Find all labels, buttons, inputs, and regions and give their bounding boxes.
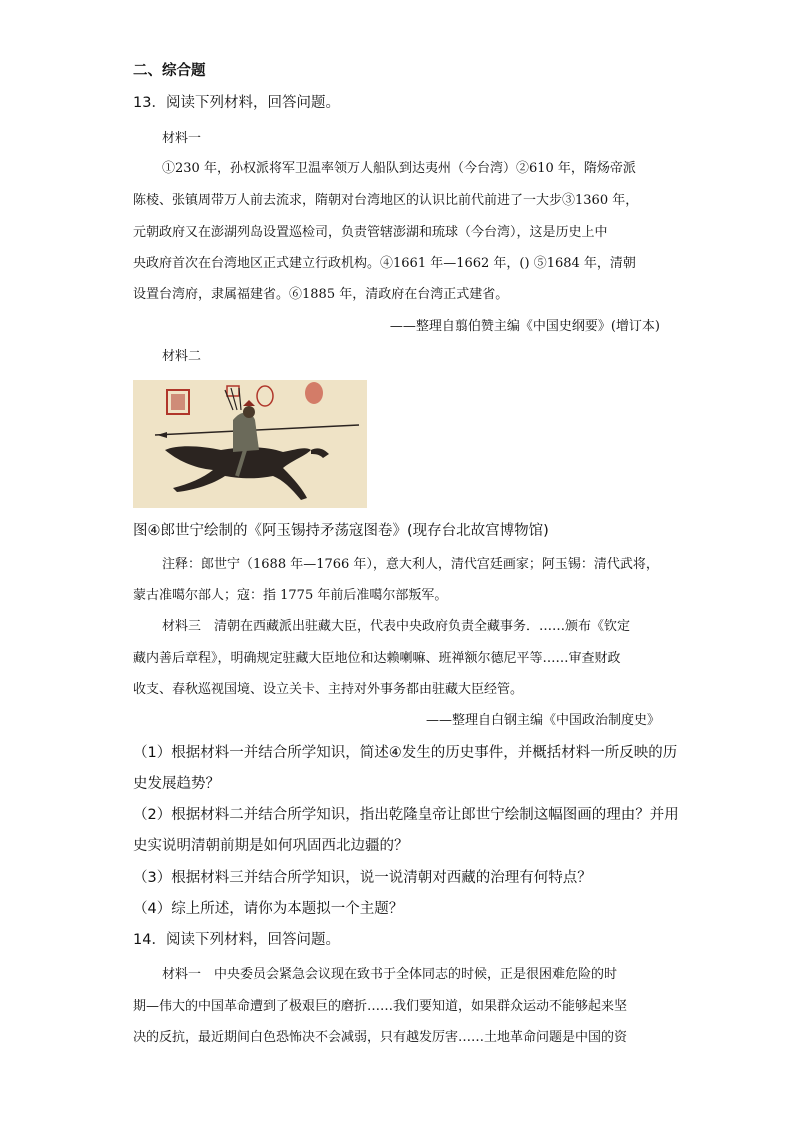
q13-material1-label: 材料一 <box>162 131 202 146</box>
q13-material1-line: 元朝政府又在澎湖列岛设置巡检司，负责管辖澎湖和琉球（今台湾），这是历史上中 <box>133 225 608 240</box>
section-title: 二、综合题 <box>133 63 206 79</box>
q14-material1-line: 材料一 中央委员会紧急会议现在致书于全体同志的时候，正是很困难危险的时 <box>162 967 618 982</box>
q13-note-line: 蒙古准噶尔部人；寇：指 1775 年前后准噶尔部叛军。 <box>133 588 448 603</box>
q13-material3-line: 材料三 清朝在西藏派出驻藏大臣，代表中央政府负责全藏事务．……颁布《钦定 <box>162 619 631 634</box>
q13-question: （3）根据材料三并结合所学知识，说一说清朝对西藏的治理有何特点？ <box>133 870 592 886</box>
figure-caption: 图④郎世宁绘制的《阿玉锡持矛荡寇图卷》(现存台北故宫博物馆) <box>133 523 549 539</box>
q13-material1-line: 陈棱、张镇周带万人前去流求，隋朝对台湾地区的认识比前代前进了一大步③1360 年， <box>133 193 639 208</box>
q13-material3-line: 收支、春秋巡视国境、设立关卡、主持对外事务都由驻藏大臣经管。 <box>133 682 524 697</box>
horseman-painting <box>133 380 367 508</box>
q13-note-line: 注释：郎世宁（1688 年—1766 年），意大利人，清代宫廷画家；阿玉锡：清代武将， <box>162 557 659 572</box>
q13-question: 史实说明清朝前期是如何巩固西北边疆的？ <box>133 838 409 854</box>
horseman-painting-svg <box>133 380 367 508</box>
q13-question: 史发展趋势？ <box>133 776 220 792</box>
q13-question: （2）根据材料二并结合所学知识，指出乾隆皇帝让郎世宁绘制这幅图画的理由？并用 <box>133 807 679 823</box>
q14-prompt: 14．阅读下列材料，回答问题。 <box>133 932 340 948</box>
q13-material1-line: 央政府首次在台湾地区正式建立行政机构。④1661 年—1662 年，() ⑤1684 年，清朝 <box>133 256 636 271</box>
q13-material2-label: 材料二 <box>162 349 202 364</box>
q13-prompt: 13．阅读下列材料，回答问题。 <box>133 95 340 111</box>
q14-material1-line: 决的反抗，最近期间白色恐怖决不会减弱，只有越发厉害……土地革命问题是中国的资 <box>133 1030 628 1045</box>
q14-material1-line: 期—伟大的中国革命遭到了极艰巨的磨折……我们要知道，如果群众运动不能够起来坚 <box>133 999 628 1014</box>
q13-material1-line: 设置台湾府，隶属福建省。⑥1885 年，清政府在台湾正式建省。 <box>133 287 509 302</box>
q13-material3-line: 藏内善后章程》，明确规定驻藏大臣地位和达赖喇嘛、班禅额尔德尼平等……审查财政 <box>133 651 621 666</box>
q13-question: （4）综上所述，请你为本题拟一个主题？ <box>133 901 404 917</box>
q13-material1-source: ——整理自翦伯赞主编《中国史纲要》(增订本) <box>389 319 660 334</box>
q13-material3-source: ——整理自白钢主编《中国政治制度史》 <box>425 713 660 728</box>
q13-question: （1）根据材料一并结合所学知识，简述④发生的历史事件，并概括材料一所反映的历 <box>133 745 678 761</box>
q13-material1-line: ①230 年，孙权派将军卫温率领万人船队到达夷州（今台湾）②610 年，隋炀帝派 <box>162 161 636 176</box>
